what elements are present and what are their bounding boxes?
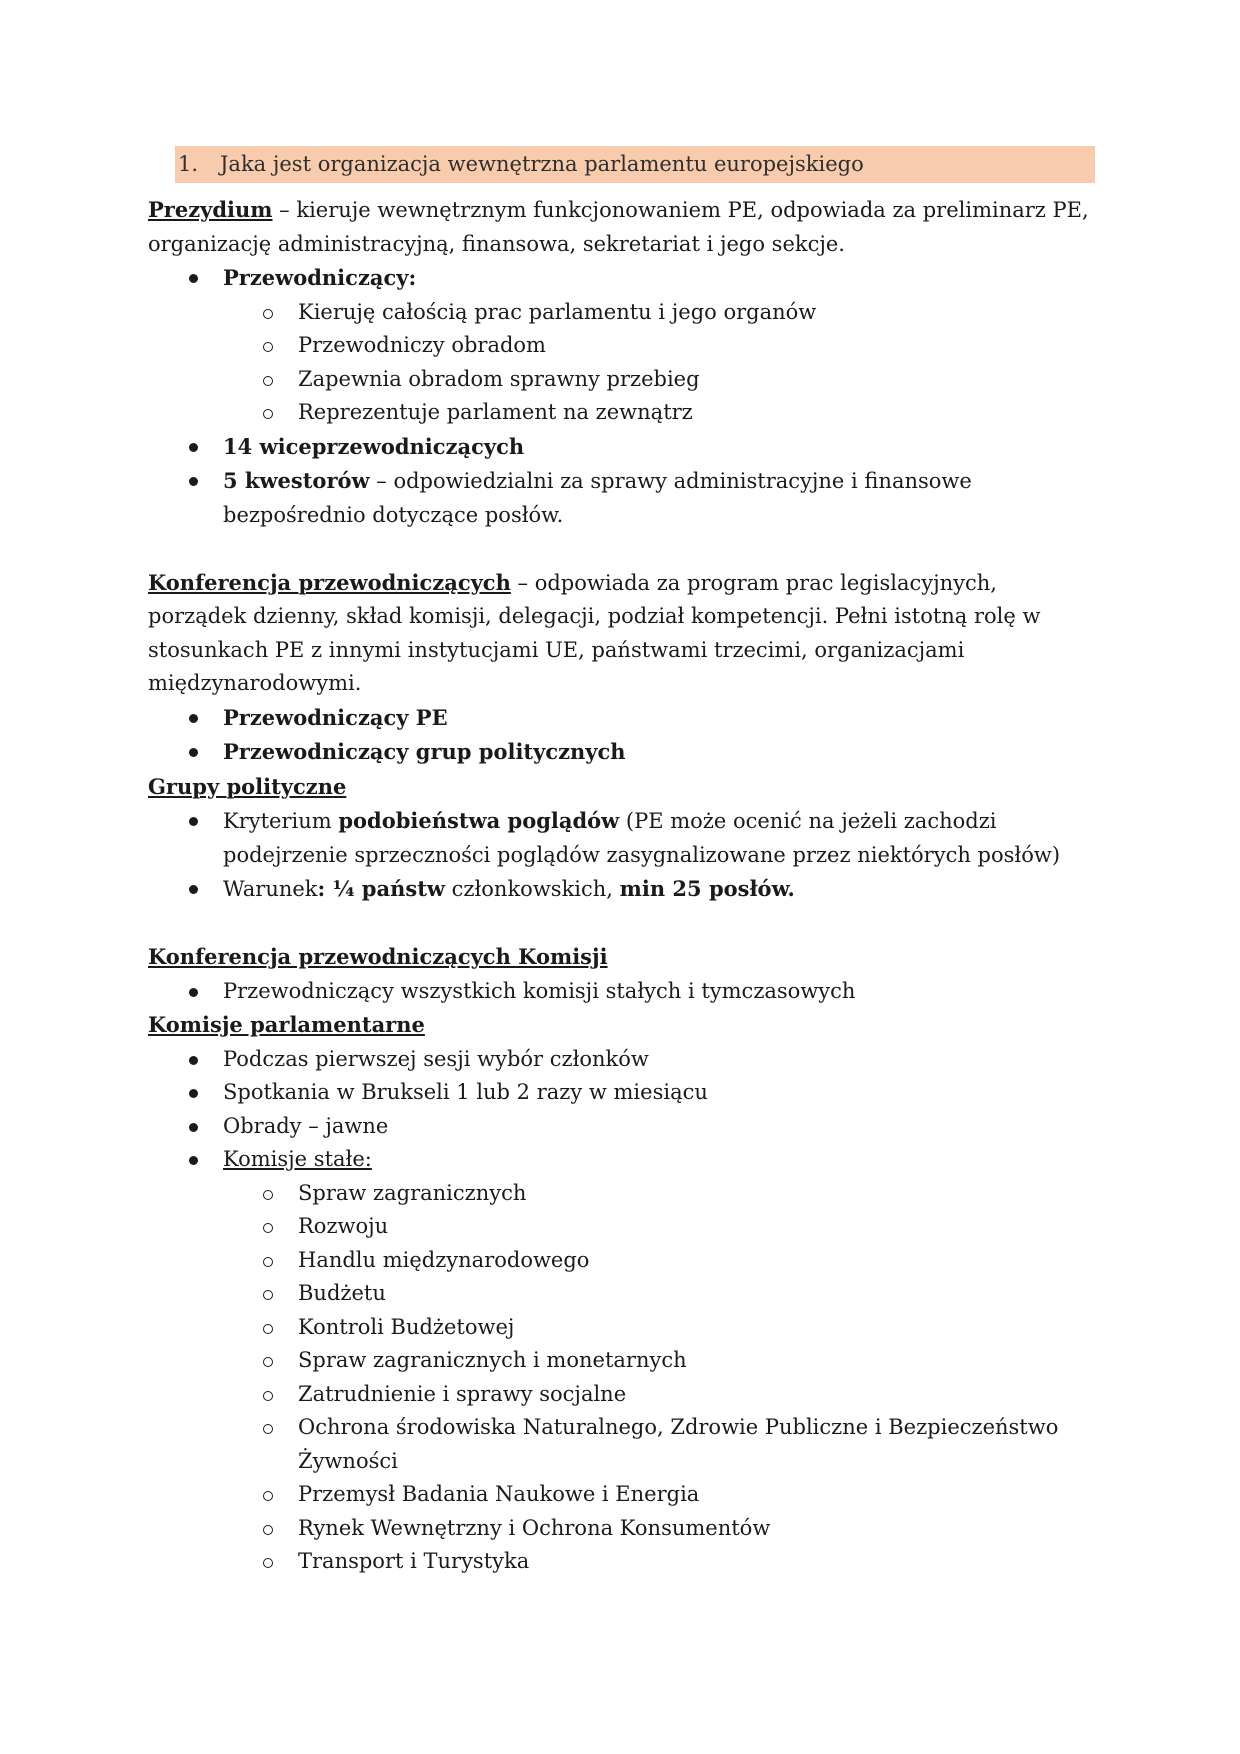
bullet-icon: [189, 274, 198, 283]
sub-item-text: Spraw zagranicznych i monetarnych: [298, 1348, 687, 1372]
prezydium-desc: – kieruje wewnętrznym funkcjonowaniem PE, odpowiada za preliminarz PE, organizację administracyjną, finansowa, sekretariat i jego sekcje.: [148, 198, 1089, 256]
sub-item-text: Reprezentuje parlament na zewnątrz: [298, 400, 693, 424]
item-bold: : ¼ państw: [317, 876, 445, 901]
sub-list-item: [148, 1378, 1098, 1412]
konferencja-title: Konferencja przewodniczących: [148, 569, 511, 595]
sub-list-item: [148, 1177, 1098, 1211]
bullet-icon: [189, 1056, 198, 1065]
bullet-icon: [189, 885, 198, 894]
question-number: 1.: [178, 152, 199, 176]
item-text: Kryterium: [223, 809, 339, 833]
konferencja-komisji-title: Konferencja przewodniczących Komisji: [148, 944, 608, 969]
list-item: [148, 464, 1098, 532]
circle-bullet-icon: [263, 1190, 273, 1200]
bullet-icon: [189, 714, 198, 723]
bullet-icon: [189, 477, 198, 486]
item-bold: Przewodniczący:: [223, 265, 417, 290]
sub-item-text: Przemysł Badania Naukowe i Energia: [298, 1482, 700, 1506]
sub-item-text: Ochrona środowiska Naturalnego, Zdrowie Publiczne i Bezpieczeństwo Żywności: [298, 1415, 1059, 1473]
list-item: [148, 430, 1098, 465]
grupy-title: Grupy polityczne: [148, 773, 347, 799]
prezydium-paragraph: [148, 193, 1098, 261]
item-text: Warunek: [223, 877, 318, 901]
circle-bullet-icon: [263, 1257, 273, 1267]
item-bold: 14 wiceprzewodniczących: [223, 433, 525, 459]
bullet-icon: [189, 748, 198, 757]
circle-bullet-icon: [263, 409, 273, 419]
sub-item-text: Budżetu: [298, 1281, 386, 1305]
sub-list-item: [148, 1545, 1098, 1579]
komisje-paragraph: [148, 1008, 1098, 1043]
sub-list-item: [148, 1344, 1098, 1378]
sub-item-text: Kieruję całością prac parlamentu i jego organów: [298, 299, 817, 324]
sub-list-item: [148, 1411, 1098, 1478]
list-item: [148, 872, 1098, 907]
sub-item-text: Kontroli Budżetowej: [298, 1314, 515, 1339]
question-heading: [175, 146, 1095, 183]
circle-bullet-icon: [263, 1424, 273, 1434]
circle-bullet-icon: [263, 342, 273, 352]
sub-list-item: [148, 1277, 1098, 1311]
konferencja-komisji-list: [148, 975, 1098, 1009]
circle-bullet-icon: [263, 1223, 273, 1233]
bullet-icon: [189, 1156, 198, 1165]
sub-item-text: Przewodniczy obradom: [298, 333, 546, 357]
sub-item-text: Zapewnia obradom sprawny przebieg: [298, 366, 700, 391]
bullet-icon: [189, 443, 198, 452]
question-text: Jaka jest organizacja wewnętrzna parlamentu europejskiego: [220, 152, 864, 176]
sub-list-item: [148, 1210, 1098, 1244]
konferencja-list: [148, 701, 1098, 770]
sub-item-text: Spraw zagranicznych: [298, 1180, 527, 1205]
item-text: Obrady – jawne: [223, 1113, 389, 1138]
grupy-list: [148, 804, 1098, 907]
list-item: [148, 1076, 1098, 1110]
przewodniczacy-sublist: [148, 296, 1098, 430]
list-item: [148, 804, 1098, 872]
list-item: [148, 701, 1098, 736]
spacer: [148, 907, 1098, 941]
circle-bullet-icon: [263, 1525, 273, 1535]
sub-list-item: [148, 363, 1098, 397]
prezydium-list: [148, 261, 1098, 532]
item-bold: 5 kwestorów: [223, 468, 370, 493]
sub-item-text: Transport i Turystyka: [298, 1549, 530, 1573]
konferencja-komisji-paragraph: [148, 940, 1098, 975]
sub-item-text: Zatrudnienie i sprawy socjalne: [298, 1381, 627, 1406]
list-item: [148, 1143, 1098, 1579]
spacer: [148, 532, 1098, 566]
sub-item-text: Rynek Wewnętrzny i Ochrona Konsumentów: [298, 1515, 771, 1540]
sub-list-item: [148, 329, 1098, 363]
circle-bullet-icon: [263, 1324, 273, 1334]
item-bold: Przewodniczący PE: [223, 704, 448, 730]
bullet-icon: [189, 1123, 198, 1132]
document-content: [148, 146, 1098, 1579]
komisje-stale-label: Komisje stałe:: [223, 1147, 372, 1171]
circle-bullet-icon: [263, 1558, 273, 1568]
bullet-icon: [189, 1089, 198, 1098]
komisje-title: Komisje parlamentarne: [148, 1012, 425, 1037]
list-item: [148, 1043, 1098, 1077]
sub-list-item: [148, 1311, 1098, 1345]
item-text: Przewodniczący wszystkich komisji stałych i tymczasowych: [223, 978, 856, 1003]
sub-list-item: [148, 1478, 1098, 1512]
list-item: [148, 1110, 1098, 1144]
list-item: [148, 975, 1098, 1009]
circle-bullet-icon: [263, 1290, 273, 1300]
sub-list-item: [148, 396, 1098, 430]
circle-bullet-icon: [263, 376, 273, 386]
circle-bullet-icon: [263, 1391, 273, 1401]
sub-list-item: [148, 296, 1098, 330]
sub-item-text: Rozwoju: [298, 1214, 389, 1238]
item-text: Spotkania w Brukseli 1 lub 2 razy w miesiącu: [223, 1080, 708, 1104]
item-bold: podobieństwa poglądów: [338, 808, 620, 833]
circle-bullet-icon: [263, 309, 273, 319]
list-item: [148, 735, 1098, 770]
item-text: – odpowiedzialni za sprawy administracyjne i finansowe bezpośrednio dotyczące posłów.: [223, 469, 972, 527]
bullet-icon: [189, 817, 198, 826]
grupy-paragraph: [148, 770, 1098, 805]
circle-bullet-icon: [263, 1491, 273, 1501]
konferencja-paragraph: [148, 566, 1098, 701]
komisje-list: [148, 1043, 1098, 1579]
komisje-stale-sublist: [148, 1177, 1098, 1579]
sub-item-text: Handlu międzynarodowego: [298, 1247, 590, 1272]
prezydium-title: Prezydium: [148, 197, 273, 222]
item-bold: Przewodniczący grup politycznych: [223, 739, 626, 764]
bullet-icon: [189, 988, 198, 997]
list-item: [148, 261, 1098, 430]
item-text: (PE może ocenić na jeżeli zachodzi podejrzenie sprzeczności poglądów zasygnalizowane przez niektórych posłów): [223, 809, 1061, 867]
item-bold: min 25 posłów.: [619, 876, 795, 901]
item-text: członkowskich,: [444, 877, 620, 901]
sub-list-item: [148, 1244, 1098, 1278]
circle-bullet-icon: [263, 1357, 273, 1367]
konferencja-desc: – odpowiada za program prac legislacyjnych, porządek dzienny, skład komisji, delegacji, podział kompetencji. Pełni istotną rolę w stosunkach PE z innymi instytucjami UE, państwami trzecimi, organizacjami międzynarodowymi.: [148, 570, 1041, 695]
sub-list-item: [148, 1512, 1098, 1546]
item-text: Podczas pierwszej sesji wybór członków: [223, 1046, 649, 1071]
